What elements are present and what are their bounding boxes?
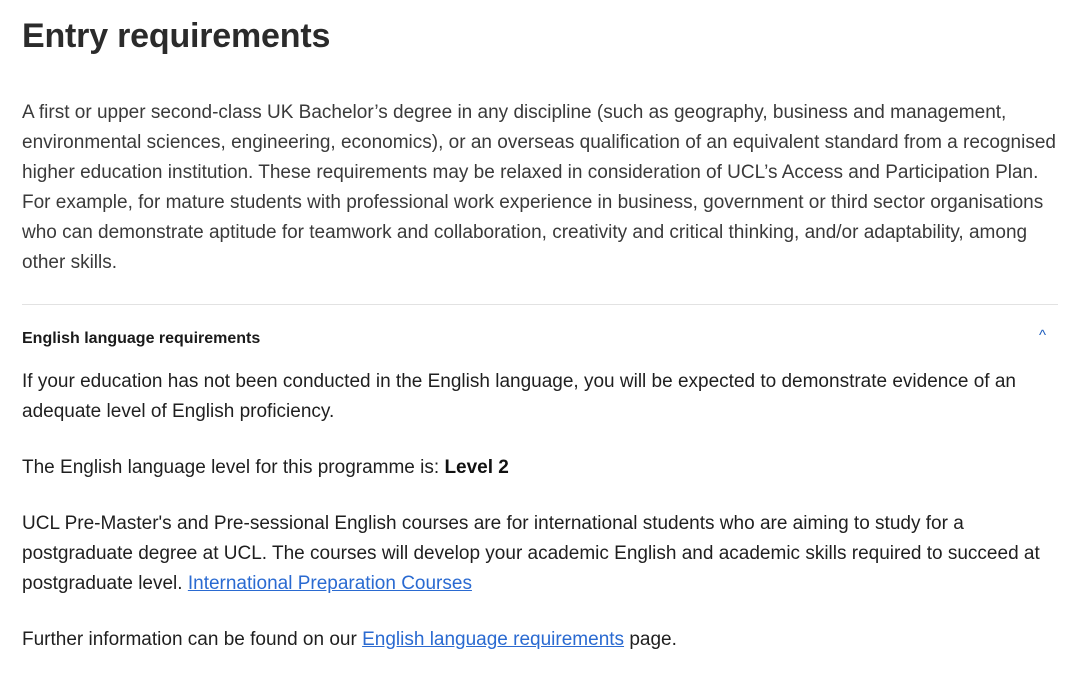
further-info-prefix: Further information can be found on our [22,629,363,650]
english-language-requirements-link[interactable]: English language requirements [362,629,625,650]
international-preparation-courses-link[interactable]: International Preparation Courses [187,573,472,594]
further-info-text [22,625,1058,655]
entry-requirements-text: A first or upper second-class UK Bachelor’s degree in any discipline (such as geography, business and management, environmental sciences, engineering, economics), or an overseas qualification of an equivalent standard from a recognised higher education institution. These requirements may be relaxed in consideration of UCL’s Access and Participation Plan. For example, for mature students with professional work experience in business, government or third sector organisations who can demonstrate aptitude for teamwork and collaboration, creativity and critical thinking, and/or adaptability, among other skills. [22,102,1056,273]
english-level-value: Level 2 [444,457,509,478]
english-language-panel [22,367,1058,655]
chevron-up-icon[interactable]: ^ [1038,327,1046,344]
english-language-accordion-toggle[interactable] [22,327,1058,351]
english-level-text [22,453,1058,483]
english-level-prefix: The English language level for this programme is: [22,457,445,478]
english-proficiency-text: If your education has not been conducted in the English language, you will be expected to demonstrate evidence of an adequate level of English proficiency. [22,371,1016,422]
page-title: Entry requirements [22,17,331,55]
section-divider [22,304,1058,305]
courses-description: UCL Pre-Master's and Pre-sessional English courses are for international students who are aiming to study for a postgraduate degree at UCL. The courses will develop your academic English and academic skills required to succeed at postgraduate level. [22,513,1040,594]
courses-text [22,509,1058,599]
further-info-suffix: page. [624,629,677,650]
accordion-title: English language requirements [22,330,261,347]
